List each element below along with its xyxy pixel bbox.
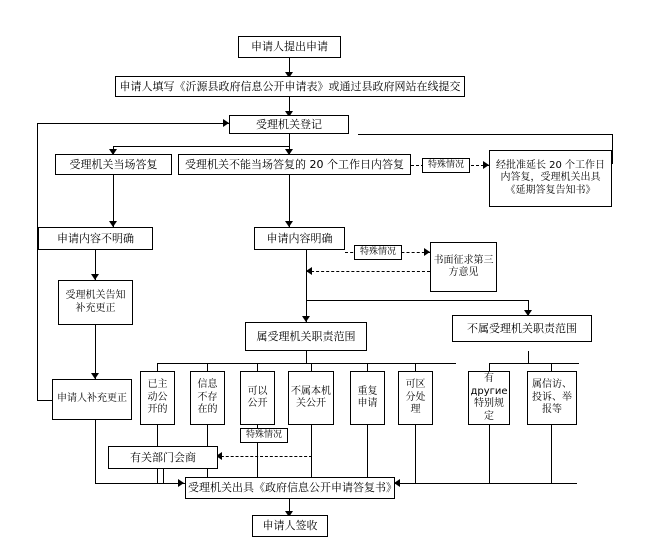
connector-leaf-8 [551,363,552,371]
node-信息不存在的[interactable]: 信息不存在的 [190,371,225,425]
connector-leaf-7 [489,363,490,371]
connector-split-a [306,280,307,300]
connector-n11-down [95,420,96,483]
connector-leaf6-down [415,425,416,483]
connector-leaf-6 [415,363,416,371]
connector-n9-back [306,271,430,272]
node-延期答复告知书[interactable]: 经批准延长 20 个工作日内答复，受理机关出具《延期答复告知书》 [489,150,612,207]
connector-n11-answer [95,483,185,484]
arrowhead [178,479,184,487]
connector-consult-down [163,469,164,483]
connector-bus-h [113,146,290,147]
node-申请人提出申请[interactable]: 申请人提出申请 [238,36,341,58]
node-属受理机关职责范围[interactable]: 属受理机关职责范围 [245,322,367,351]
node-信访投诉举报[interactable]: 属信访、投诉、举报等 [527,371,577,425]
edge-label-special-3: 特殊情况 [240,428,288,443]
connector-leaf-2 [207,363,208,371]
connector-left-rail-top [37,123,229,124]
node-有关部门会商[interactable]: 有关部门会商 [108,446,218,469]
node-申请内容不明确[interactable]: 申请内容不明确 [38,227,153,250]
node-已主动公开的[interactable]: 已主动公开的 [140,371,175,425]
connector-n10-n11 [95,325,96,379]
connector-leaf-5 [367,363,368,371]
node-当场答复[interactable]: 受理机关当场答复 [55,154,172,175]
connector-consult-h [216,456,312,457]
connector-leaf4-consult-v [311,425,312,447]
connector-n4-n7 [113,175,114,227]
connector-n13-down [528,351,529,363]
node-重复申请[interactable]: 重复申请 [350,371,385,425]
node-填写申请表[interactable]: 申请人填写《沂源县政府信息公开申请表》或通过县政府网站在线提交 [115,76,465,97]
connector-leaf8-down [551,425,552,483]
node-申请人补充更正[interactable]: 申请人补充更正 [52,379,132,420]
node-受理机关登记[interactable]: 受理机关登记 [229,115,349,134]
connector-n8-down [306,250,307,280]
node-申请人签收[interactable]: 申请人签收 [252,515,328,537]
connector-n6-back [358,134,613,135]
node-不属受理机关职责范围[interactable]: 不属受理机关职责范围 [452,315,592,342]
node-可以公开[interactable]: 可以公开 [240,371,275,425]
connector-split-bus [306,300,528,301]
connector-leaf-bus [157,363,456,364]
edge-label-special-2: 特殊情况 [354,245,402,260]
connector-leaf-bus-right [489,363,579,364]
connector-n6-top [612,134,613,164]
connector-leaf7-down [489,425,490,483]
node-申请内容明确[interactable]: 申请内容明确 [254,227,345,250]
edge-label-special-1: 特殊情况 [422,158,470,173]
connector-leaf-4 [311,363,312,371]
node-20工作日内答复[interactable]: 受理机关不能当场答复的 20 个工作日内答复 [178,154,411,175]
connector-leaf-1 [157,363,158,371]
node-答复书[interactable]: 受理机关出具《政府信息公开申请答复书》 [185,477,395,499]
connector-n3-bus [289,134,290,146]
connector-left-rail [37,123,38,400]
node-不属本机关公开[interactable]: 不属本机关公开 [288,371,334,425]
node-告知补充更正[interactable]: 受理机关告知补充更正 [58,280,133,325]
node-可区分处理[interactable]: 可区分处理 [398,371,433,425]
connector-leaf5-down [367,425,368,483]
connector-leaf-3 [257,363,258,371]
arrowhead [306,267,312,275]
node-书面征求第三方意见[interactable]: 书面征求第三方意见 [430,242,497,292]
node-有特别规定[interactable]: 有другие特别规定 [468,371,510,425]
connector-n12-down [306,351,307,363]
connector-n5-n8 [289,175,290,227]
